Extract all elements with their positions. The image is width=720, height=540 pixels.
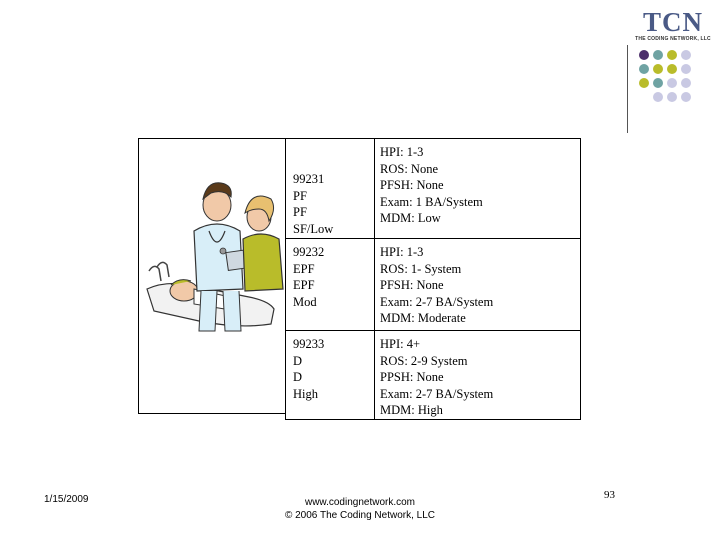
decorative-dot (653, 50, 663, 60)
code-line: SF/Low (293, 221, 334, 236)
code-line: D (293, 370, 303, 385)
logo-text: TCN (642, 7, 703, 37)
logo-subtext: THE CODING NETWORK, LLC (635, 36, 711, 42)
code-cell (286, 331, 375, 420)
criteria-line: MDM: Moderate (380, 311, 466, 326)
decorative-dot (681, 50, 691, 60)
footer-credits (240, 496, 480, 522)
code-line: PF (293, 205, 307, 220)
decorative-dot (681, 78, 691, 88)
decorative-dot (681, 92, 691, 102)
decorative-dot (667, 78, 677, 88)
code-line: PF (293, 188, 307, 203)
decorative-dot (681, 64, 691, 74)
footer-date: 1/15/2009 (44, 494, 89, 505)
criteria-line: Exam: 2-7 BA/System (380, 386, 494, 401)
criteria-cell (375, 331, 581, 420)
decorative-dot (639, 64, 649, 74)
code-line: 99233 (293, 337, 325, 351)
decorative-dot (667, 64, 677, 74)
criteria-line: PFSH: None (380, 278, 444, 293)
criteria-line: HPI: 1-3 (380, 245, 424, 259)
table-row (286, 331, 581, 420)
decorative-divider (627, 45, 628, 133)
decorative-dot (639, 78, 649, 88)
code-line: EPF (293, 261, 315, 276)
footer-website: www.codingnetwork.com (304, 497, 416, 508)
table-row (286, 239, 581, 331)
criteria-cell (375, 239, 581, 331)
criteria-line: ROS: None (380, 161, 438, 176)
decorative-dot (653, 92, 663, 102)
page-number: 93 (604, 489, 615, 501)
criteria-line: Exam: 2-7 BA/System (380, 294, 494, 309)
criteria-line: MDM: Low (380, 211, 441, 226)
code-line: Mod (293, 294, 317, 309)
footer-copyright: © 2006 The Coding Network, LLC (284, 510, 436, 521)
code-line: D (293, 353, 303, 368)
criteria-line: ROS: 1- System (380, 261, 462, 276)
decorative-dot (639, 50, 649, 60)
code-line: EPF (293, 278, 315, 293)
criteria-line: MDM: High (380, 403, 443, 418)
doctor-nurse-patient-illustration (139, 139, 285, 413)
criteria-line: HPI: 4+ (380, 337, 421, 351)
decorative-dot (653, 78, 663, 88)
code-line: 99232 (293, 245, 325, 259)
criteria-line: PFSH: None (380, 178, 444, 193)
criteria-line: ROS: 2-9 System (380, 353, 468, 368)
code-line: High (293, 386, 318, 401)
em-code-table (285, 138, 581, 420)
clip-art-frame (138, 138, 286, 414)
decorative-dot (653, 64, 663, 74)
decorative-dot (667, 50, 677, 60)
code-line: 99231 (293, 172, 325, 186)
tcn-logo (633, 8, 713, 46)
criteria-cell (375, 139, 581, 239)
criteria-line: HPI: 1-3 (380, 145, 424, 159)
criteria-line: Exam: 1 BA/System (380, 194, 483, 209)
code-cell (286, 139, 375, 239)
criteria-line: PPSH: None (380, 370, 444, 385)
decorative-dot-grid (639, 50, 719, 120)
code-cell (286, 239, 375, 331)
decorative-dot (667, 92, 677, 102)
table-row (286, 139, 581, 239)
